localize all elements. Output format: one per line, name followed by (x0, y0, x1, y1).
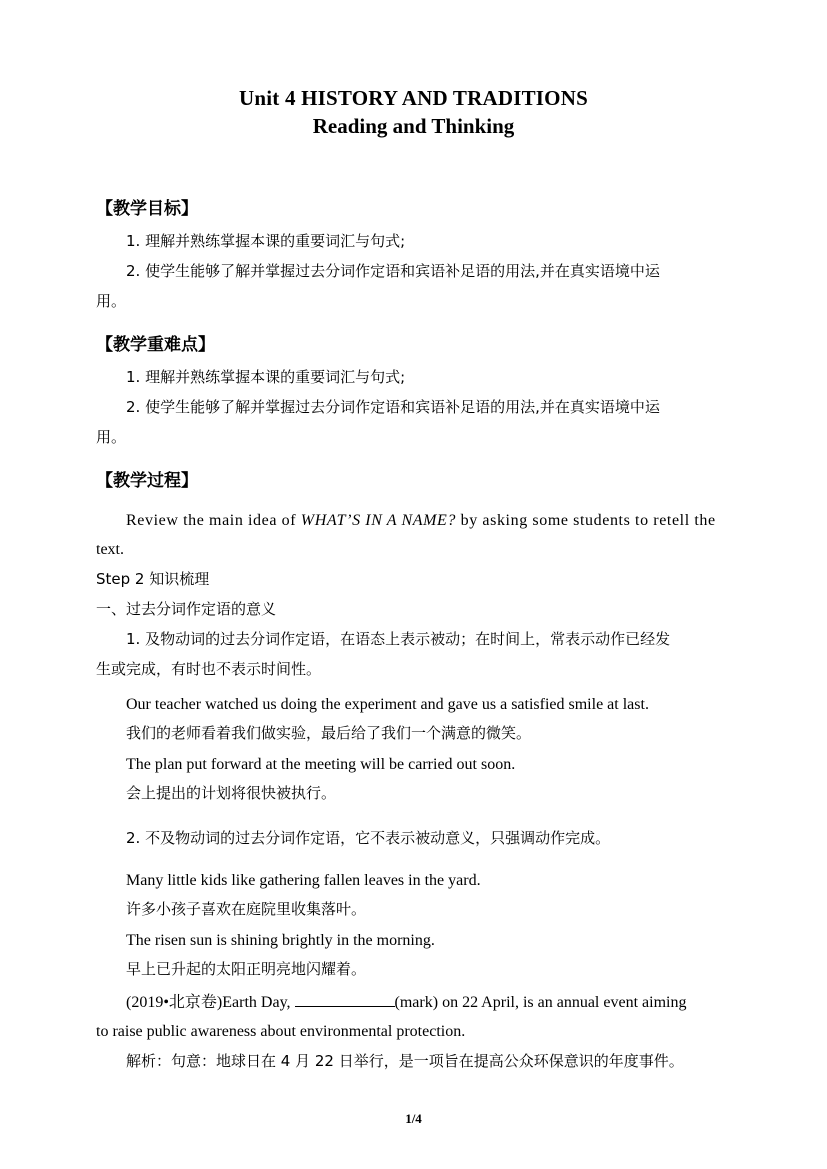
answer-blank[interactable] (295, 992, 395, 1007)
example-pair-4 (96, 928, 731, 984)
objectives-list (96, 226, 731, 316)
point-2: 2. 不及物动词的过去分词作定语，它不表示被动意义，只强调动作完成。 (126, 829, 611, 847)
objective-item-2-continued: 用。 (96, 292, 127, 310)
topic-heading-1: 一、过去分词作定语的意义 (96, 600, 277, 618)
focus-item-2: 2. 使学生能够了解并掌握过去分词作定语和宾语补足语的用法,并在真实语境中运 (126, 398, 660, 416)
title-block (96, 84, 731, 140)
exam-question (96, 988, 731, 1017)
step-1-text (96, 506, 731, 535)
example-pair-3 (96, 868, 731, 924)
example-3-english: Many little kids like gathering fallen leaves in the yard. (126, 872, 481, 889)
page-title: Unit 4 HISTORY AND TRADITIONS (239, 86, 588, 110)
point-1-continued: 生或完成，有时也不表示时间性。 (96, 660, 322, 678)
page-subtitle: Reading and Thinking (312, 114, 515, 138)
example-3-chinese: 许多小孩子喜欢在庭院里收集落叶。 (126, 900, 367, 918)
step-2-label: Step 2 知识梳理 (96, 570, 210, 588)
example-2-chinese: 会上提出的计划将很快被执行。 (126, 784, 337, 802)
page-footer (0, 1111, 827, 1127)
heading-objectives: 【教学目标】 (96, 199, 198, 219)
example-2-english: The plan put forward at the meeting will be carried out soon. (126, 756, 516, 773)
objective-item-1: 1. 理解并熟练掌握本课的重要词汇与句式; (126, 232, 406, 250)
exam-analysis: 解析：句意：地球日在 4 月 22 日举行，是一项旨在提高公众环保意识的年度事件。 (126, 1052, 684, 1070)
example-pair-2 (96, 752, 731, 808)
step-1-text-continued: text. (96, 541, 124, 558)
step-1-block (96, 506, 731, 684)
example-4-chinese: 早上已升起的太阳正明亮地闪耀着。 (126, 960, 367, 978)
point-1: 1. 及物动词的过去分词作定语，在语态上表示被动；在时间上，常表示动作已经发 (126, 630, 671, 648)
example-4-english: The risen sun is shining brightly in the morning. (126, 932, 435, 949)
focus-item-2-continued: 用。 (96, 428, 127, 446)
objective-item-2: 2. 使学生能够了解并掌握过去分词作定语和宾语补足语的用法,并在真实语境中运 (126, 262, 660, 280)
step-1-text-emphasis: WHAT’S IN A NAME? (300, 512, 457, 529)
exam-question-post: (mark) on 22 April, is an annual event aiming (394, 994, 687, 1011)
example-pair-1 (96, 692, 731, 748)
page-number: 1/4 (405, 1111, 422, 1126)
step-1-text-post: by asking some students to retell the (456, 512, 716, 529)
example-1-chinese: 我们的老师看着我们做实验，最后给了我们一个满意的微笑。 (126, 724, 532, 742)
heading-process: 【教学过程】 (96, 471, 198, 491)
heading-focus: 【教学重难点】 (96, 335, 215, 355)
step-1-text-pre: Review the main idea of (126, 512, 301, 529)
example-1-english: Our teacher watched us doing the experiment and gave us a satisfied smile at last. (126, 696, 649, 713)
focus-list (96, 362, 731, 452)
focus-item-1: 1. 理解并熟练掌握本课的重要词汇与句式; (126, 368, 406, 386)
exam-question-pre: (2019•北京卷)Earth Day, (126, 994, 295, 1011)
exam-question-block (96, 988, 731, 1076)
exam-question-continued: to raise public awareness about environmental protection. (96, 1023, 466, 1040)
